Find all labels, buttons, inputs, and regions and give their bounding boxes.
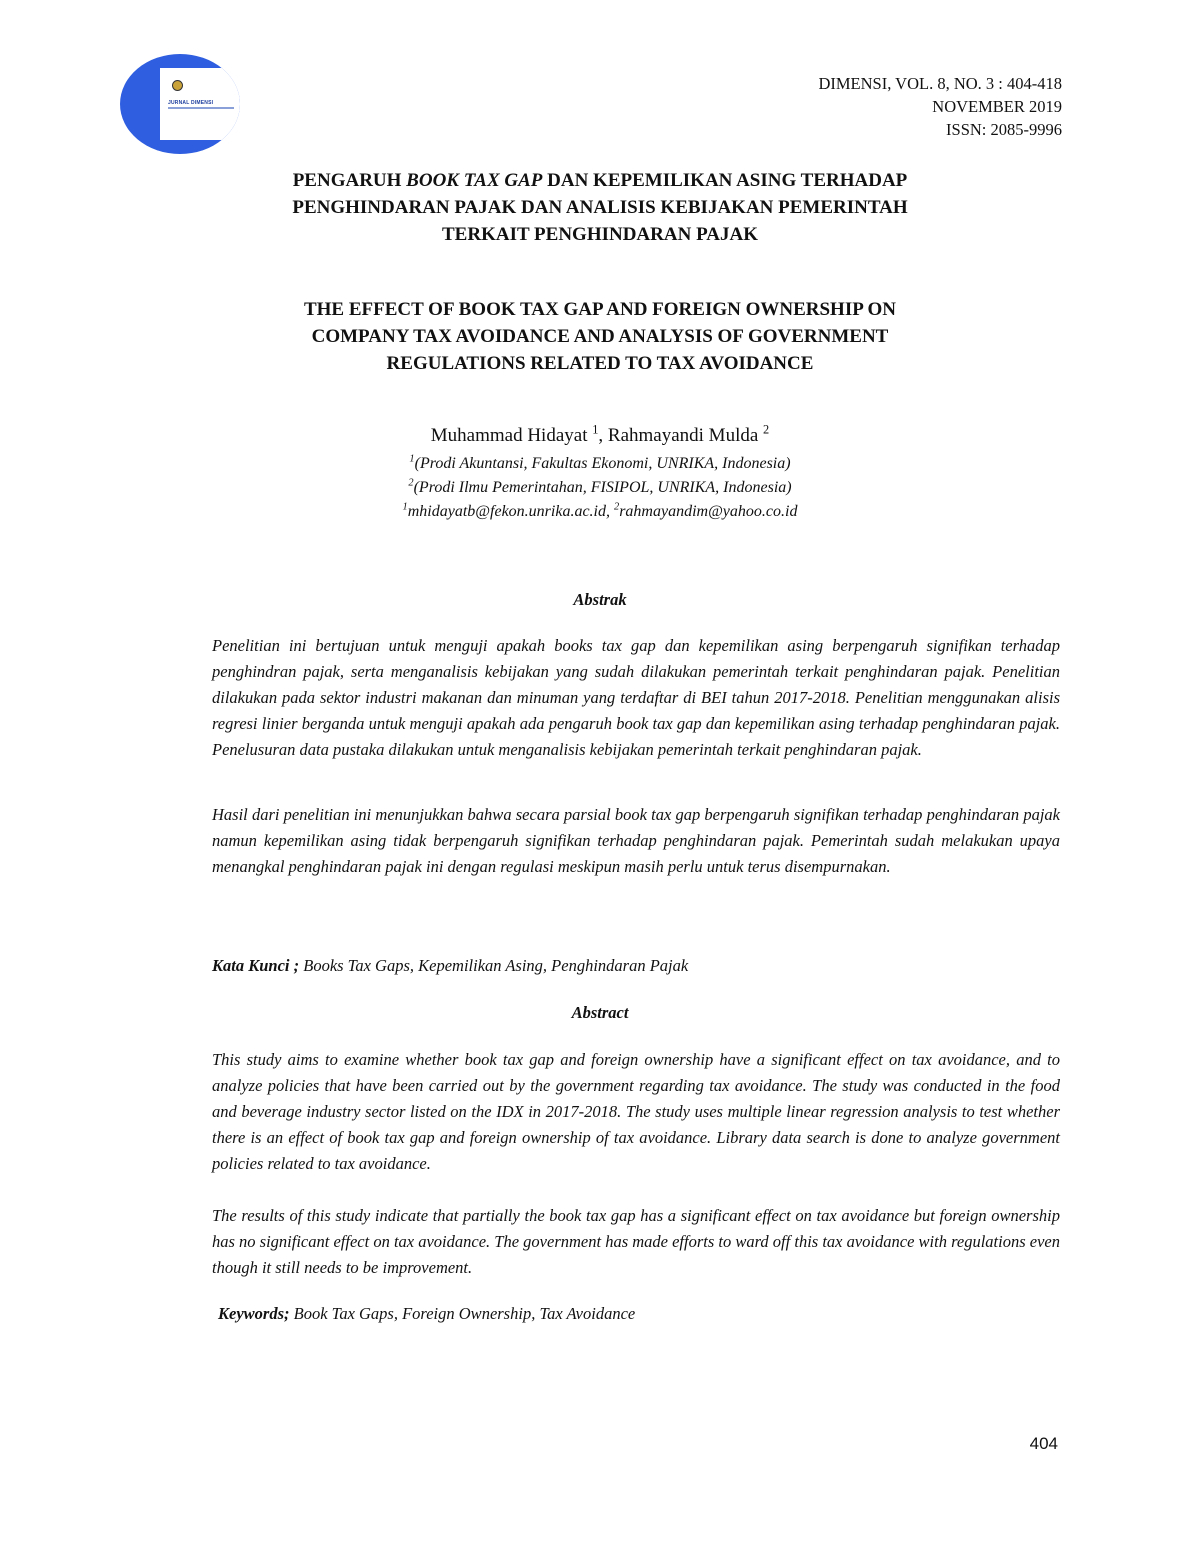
author-2-sup: 2 [763, 422, 770, 437]
title-id-italic: BOOK TAX GAP [406, 170, 543, 191]
logo-underline [168, 107, 234, 109]
logo-text: JURNAL DIMENSI [168, 100, 214, 106]
logo-emblem-icon [172, 80, 183, 91]
title-en-line-3: REGULATIONS RELATED TO TAX AVOIDANCE [386, 353, 814, 374]
affiliation-1-text: (Prodi Akuntansi, Fakultas Ekonomi, UNRIKA, Indonesia) [414, 455, 791, 472]
author-2: Rahmayandi Mulda [607, 425, 764, 446]
journal-issn: ISSN: 2085-9996 [946, 120, 1062, 139]
abstract-paragraph-2: The results of this study indicate that partially the book tax gap has a significant effect on tax avoidance but foreign ownership has no significant effect on tax avoidance. The government has made efforts to ward off this tax avoidance with regulations even though it still needs to be improvement. [212, 1206, 1060, 1277]
author-1: Muhammad Hidayat [430, 425, 593, 446]
email-1: mhidayatb@fekon.unrika.ac.id, [407, 503, 614, 520]
keywords-label: Keywords; [218, 1304, 290, 1323]
logo-card [160, 68, 240, 140]
journal-volume: DIMENSI, VOL. 8, NO. 3 : 404-418 [818, 74, 1062, 93]
email-2-sup: 2 [613, 501, 620, 513]
title-en-line-1: THE EFFECT OF BOOK TAX GAP AND FOREIGN OWNERSHIP ON [303, 299, 897, 320]
title-id-part: DAN KEPEMILIKAN ASING TERHADAP [542, 170, 908, 191]
title-en-line-2: COMPANY TAX AVOIDANCE AND ANALYSIS OF GOVERNMENT [311, 326, 889, 347]
journal-date: NOVEMBER 2019 [932, 97, 1062, 116]
keywords-text: Book Tax Gaps, Foreign Ownership, Tax Avoidance [289, 1304, 636, 1323]
author-separator: , [598, 425, 608, 446]
title-id-line-2: PENGHINDARAN PAJAK DAN ANALISIS KEBIJAKAN PEMERINTAH [292, 197, 908, 218]
email-1-sup: 1 [402, 501, 408, 513]
title-id-part: PENGARUH [292, 170, 407, 191]
title-indonesian [0, 167, 1200, 248]
kata-kunci-label: Kata Kunci ; [212, 956, 300, 975]
page-number: 404 [1029, 1434, 1058, 1453]
affiliation-2-sup: 2 [408, 477, 414, 489]
abstract-paragraph-1: This study aims to examine whether book tax gap and foreign ownership have a significant effect on tax avoidance, and to analyze policies that have been carried out by the government regarding tax avoidance. The study was conducted in the food and beverage industry sector listed on the IDX in 2017-2018. The study uses multiple linear regression analysis to test whether there is an effect of book tax gap and foreign ownership of tax avoidance. Library data search is done to analyze government policies related to tax avoidance. [212, 1050, 1060, 1173]
journal-meta [818, 72, 1062, 141]
kata-kunci-text: Books Tax Gaps, Kepemilikan Asing, Penghindaran Pajak [299, 956, 689, 975]
affiliation-2-text: (Prodi Ilmu Pemerintahan, FISIPOL, UNRIKA, Indonesia) [413, 479, 792, 496]
title-id-line-3: TERKAIT PENGHINDARAN PAJAK [442, 224, 758, 245]
abstrak-heading: Abstrak [573, 590, 627, 609]
title-id-line-1 [0, 167, 1200, 194]
abstract-heading: Abstract [571, 1003, 629, 1022]
journal-logo [120, 54, 240, 154]
abstrak-paragraph-1: Penelitian ini bertujuan untuk menguji apakah books tax gap dan kepemilikan asing berpengaruh signifikan terhadap penghindran pajak, serta menganalisis kebijakan yang sudah dilakukan pemerintah terkait penghindaran pajak. Penelitian dilakukan pada sektor industri makanan dan minuman yang terdaftar di BEI tahun 2017-2018. Penelitian menggunakan alisis regresi linier berganda untuk menguji apakah ada pengaruh book tax gap dan kepemilikan asing terhadap penghindaran pajak. Penelusuran data pustaka dilakukan untuk menganalisis kebijakan pemerintah terkait penghindaran pajak. [212, 636, 1060, 759]
kata-kunci [212, 953, 688, 979]
title-english [0, 296, 1200, 377]
author-emails [0, 500, 1200, 524]
keywords [218, 1301, 635, 1327]
author-1-sup: 1 [592, 422, 599, 437]
affiliation-2 [0, 476, 1200, 500]
author-list [0, 424, 1200, 448]
affiliation-1-sup: 1 [409, 453, 415, 465]
email-2: rahmayandim@yahoo.co.id [619, 503, 798, 520]
abstrak-paragraph-2: Hasil dari penelitian ini menunjukkan bahwa secara parsial book tax gap berpengaruh signifikan terhadap penghindaran pajak namun kepemilikan asing tidak berpengaruh signifikan terhadap penghindaran pajak. Pemerintah sudah melakukan upaya menangkal penghindaran pajak ini dengan regulasi meskipun masih perlu untuk terus disempurnakan. [212, 805, 1060, 876]
affiliation-1 [0, 452, 1200, 476]
